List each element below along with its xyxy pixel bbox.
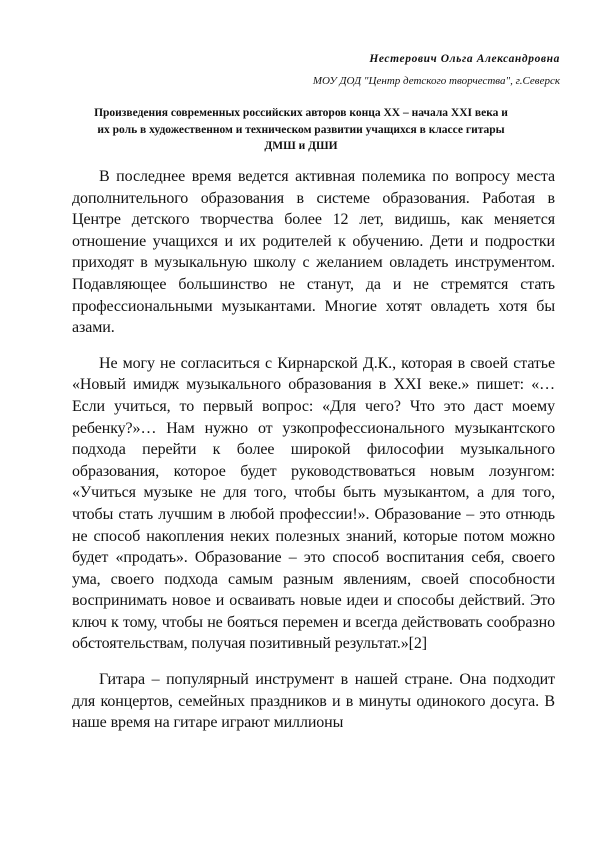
document-title: Произведения современных российских авторов конца XX – начала XXI века и их роль в художественном и техническом развитии учащихся в классе гитары ДМШ и ДШИ [94,107,508,152]
body-text [72,166,555,748]
paragraph-2: Не могу не согласиться с Кирнарской Д.К., которая в своей статье «Новый имидж музыкального образования в XXI веке.» пишет: «…Если учиться, то первый вопрос: «Для чего? Что это даст моему ребенку?»… Нам нужно от узкопрофессионального музыкантского подхода перейти к более широкой философии музыкального образования, которое будет руководствоваться новым лозунгом: «Учиться музыке не для того, чтобы быть музыкантом, а для того, чтобы стать лучшим в любой профессии!». Образование – это отнюдь не способ накопления неких полезных знаний, которые потом можно будет «продать». Образование – это способ воспитания себя, своего ума, своего подхода самым разным явлениям, своей способности воспринимать новое и осваивать новые идеи и способы действий. Это ключ к тому, чтобы не бояться перемен и всегда действовать сообразно обстоятельствам, получая позитивный результат.»[2] [72,354,555,653]
paragraph-1: В последнее время ведется активная полемика по вопросу места дополнительного образования в системе образования. Работая в Центре детского творчества более 12 лет, видишь, как меняется отношение учащихся и их родителей к обучению. Дети и подростки приходят в музыкальную школу с желанием овладеть инструментом. Подавляющее большинство не станут, да и не стремятся стать профессиональными музыкантами. Многие хотят овладеть хотя бы азами. [72,168,555,337]
author-organization: МОУ ДОД "Центр детского творчества", г.Северск [312,75,560,87]
paragraph-3: Гитара – популярный инструмент в нашей стране. Она подходит для концертов, семейных праздников и в минуты одинокого досуга. В наше время на гитаре играют миллионы [72,671,555,732]
author-block [313,52,560,88]
author-name: Нестерович Ольга Александровна [369,53,560,65]
